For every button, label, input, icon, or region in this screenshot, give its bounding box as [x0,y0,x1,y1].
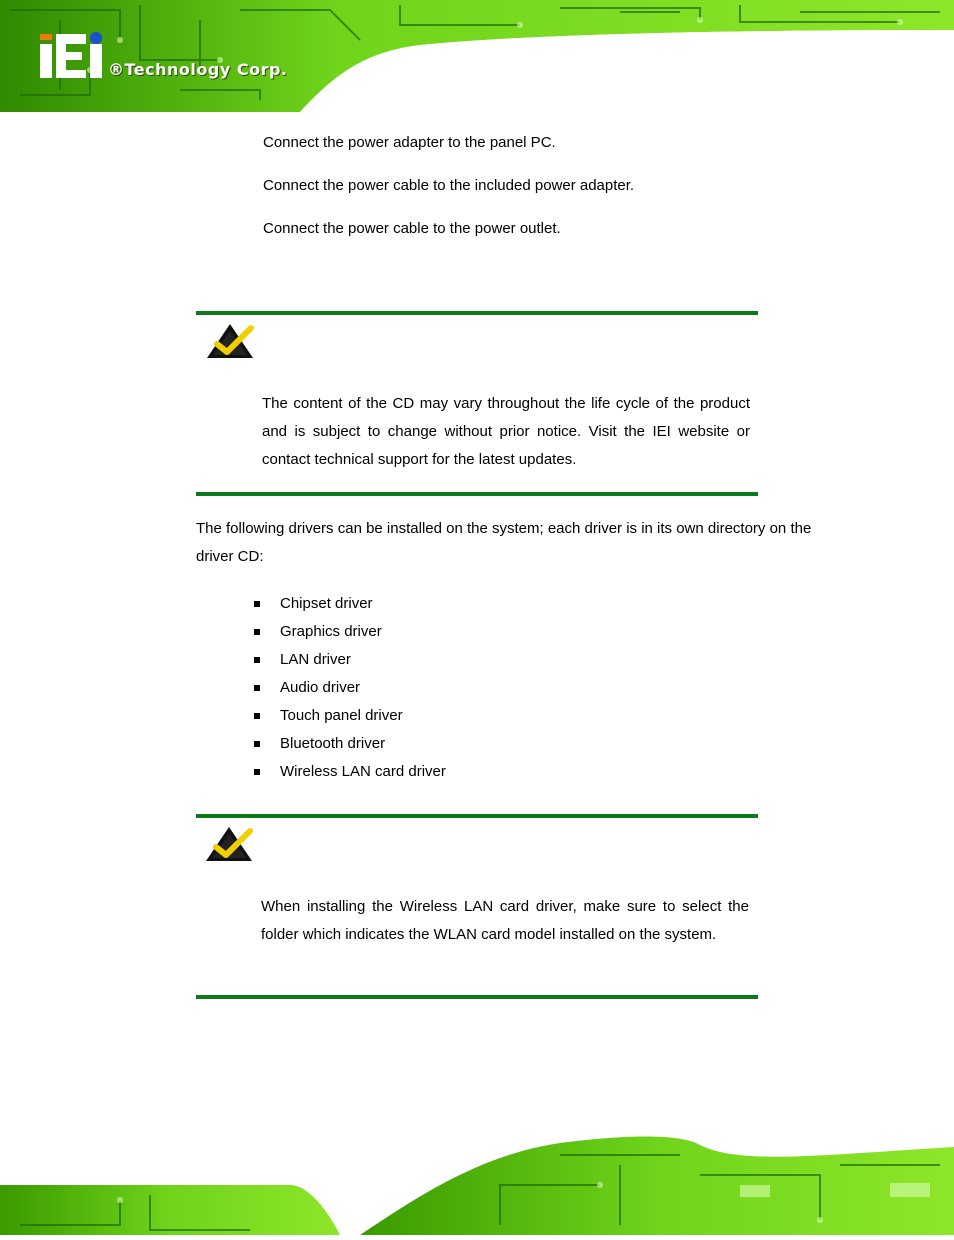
bullet-icon [254,713,260,719]
drivers-intro: The following drivers can be installed on the system; each driver is in its own directory on the driver CD: [196,520,812,565]
note-checkmark-icon [205,322,255,360]
list-item: LAN driver [254,646,446,674]
header-banner [0,0,954,112]
note-text: When installing the Wireless LAN card driver, make sure to select the folder which indicates the WLAN card model installed on the system. [261,898,749,943]
note-top-rule [196,311,758,315]
driver-list [254,590,446,786]
note-bottom-rule [196,995,758,999]
brand-text: ®Technology Corp. [108,60,288,79]
note-bottom-rule [196,492,758,496]
note-text: The content of the CD may vary throughout the life cycle of the product and is subject to change without prior notice. Visit the IEI website or contact technical support for the latest updates. [262,395,750,468]
circuit-board-footer-graphic [0,1125,954,1235]
note-top-rule [196,814,758,818]
bullet-icon [254,741,260,747]
bullet-icon [254,657,260,663]
step-3: Connect the power cable to the power outlet. [263,220,561,237]
list-item: Wireless LAN card driver [254,758,446,786]
list-item: Bluetooth driver [254,730,446,758]
step-1: Connect the power adapter to the panel PC. [263,134,556,151]
bullet-icon [254,601,260,607]
list-item: Chipset driver [254,590,446,618]
footer-banner [0,1125,954,1235]
bullet-icon [254,629,260,635]
list-item: Touch panel driver [254,702,446,730]
note-checkmark-icon [204,825,254,863]
step-2: Connect the power cable to the included power adapter. [263,177,635,194]
list-item: Audio driver [254,674,446,702]
list-item: Graphics driver [254,618,446,646]
bullet-icon [254,769,260,775]
bullet-icon [254,685,260,691]
